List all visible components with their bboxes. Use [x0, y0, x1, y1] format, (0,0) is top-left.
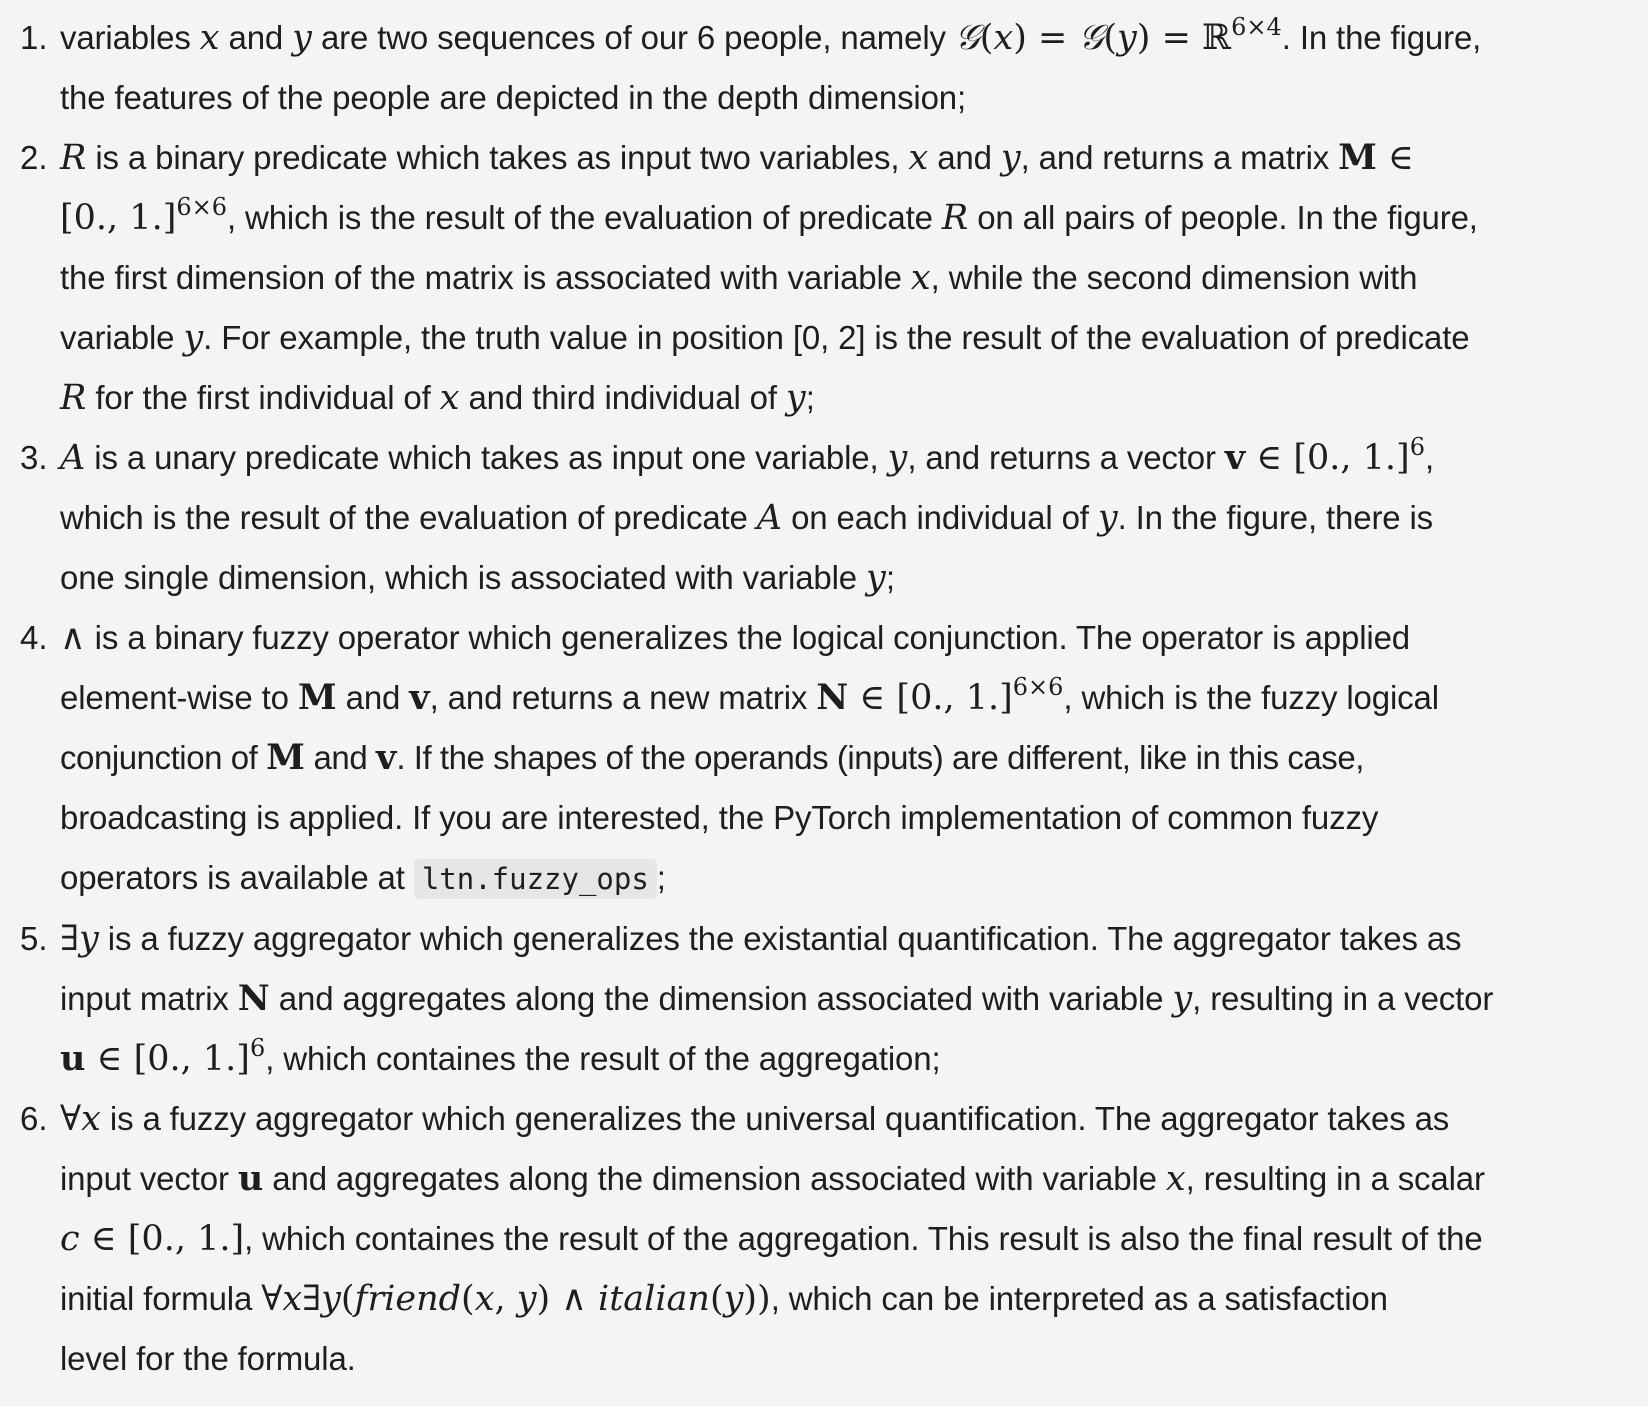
- text-segment: the first dimension of the matrix is associated with variable: [60, 259, 911, 296]
- text-segment: , while the second dimension with: [930, 259, 1418, 296]
- math-symbol: ∀: [60, 1099, 82, 1139]
- math-variable: 𝒢: [1078, 18, 1104, 58]
- text-segment: . For example, the truth value in position [0, 2] is the result of the evaluation of predicate: [203, 319, 1470, 356]
- math-text: friend: [354, 1279, 462, 1319]
- math-symbol: ) ∧: [536, 1279, 599, 1319]
- list-item-number: 6.: [20, 1100, 48, 1137]
- math-bold: v: [375, 737, 397, 778]
- list-item: [20, 8, 1626, 128]
- text-segment: on each individual of: [782, 499, 1098, 536]
- math-variable: A: [60, 438, 86, 478]
- text-segment: ;: [885, 559, 895, 596]
- text-segment: is a fuzzy aggregator which generalizes the existantial quantification. The aggregator takes as: [98, 920, 1462, 957]
- math-variable: y: [1000, 138, 1021, 178]
- text-segment: operators is available at: [60, 859, 414, 896]
- math-symbol: ,: [494, 1279, 517, 1319]
- list-item-number: 3.: [20, 439, 48, 476]
- superscript: 6×6: [176, 193, 228, 221]
- math-variable: x: [993, 18, 1014, 58]
- math-variable: y: [321, 1279, 341, 1319]
- text-segment: variable: [60, 319, 184, 356]
- math-text: italian: [598, 1279, 710, 1319]
- list-item-number: 2.: [20, 139, 48, 176]
- math-symbol: ∈ [0., 1.]: [1245, 438, 1410, 478]
- list-item: [20, 608, 1626, 909]
- math-symbol: ∈: [1376, 138, 1414, 178]
- math-bold: N: [237, 978, 270, 1019]
- text-segment: , which is the fuzzy logical: [1063, 679, 1439, 716]
- superscript: 6×6: [1012, 673, 1064, 701]
- text-segment: , which is the result of the evaluation of predicate: [227, 199, 942, 236]
- text-segment: . In the figure, there is: [1117, 499, 1434, 536]
- text-line: [60, 848, 1626, 909]
- text-segment: ;: [656, 859, 666, 896]
- text-segment: , which containes the result of the aggregation;: [265, 1040, 941, 1077]
- math-variable: y: [866, 558, 886, 598]
- text-segment: variables: [60, 19, 200, 56]
- text-line: [60, 128, 1626, 188]
- text-segment: and: [336, 679, 410, 716]
- math-symbol: (: [1103, 18, 1118, 58]
- text-segment: , and returns a new matrix: [429, 679, 817, 716]
- math-bold: N: [816, 677, 849, 718]
- math-variable: y: [516, 1279, 537, 1319]
- math-variable: x: [910, 258, 931, 298]
- text-line: [60, 909, 1626, 969]
- math-variable: y: [887, 438, 908, 478]
- math-bold: M: [1338, 137, 1377, 178]
- math-variable: R: [60, 378, 87, 418]
- math-variable: y: [785, 378, 806, 418]
- math-symbol: [0., 1.]: [60, 198, 177, 238]
- math-variable: x: [439, 378, 460, 418]
- math-variable: x: [474, 1279, 495, 1319]
- superscript: 6: [1409, 433, 1425, 461]
- text-segment: , and returns a vector: [907, 439, 1225, 476]
- text-line: [60, 969, 1626, 1029]
- text-line: [60, 8, 1626, 68]
- math-variable: y: [1172, 979, 1193, 1019]
- text-segment: for the first individual of: [86, 379, 440, 416]
- list-item: [20, 909, 1626, 1089]
- numbered-list: [20, 8, 1626, 1389]
- superscript: 6×4: [1231, 13, 1282, 41]
- text-segment: which is the result of the evaluation of predicate: [60, 499, 757, 536]
- math-symbol: ∃: [302, 1279, 322, 1319]
- math-symbol: ) = ℝ: [1136, 18, 1232, 58]
- text-segment: conjunction of: [60, 739, 267, 776]
- math-symbol: (: [461, 1279, 475, 1319]
- text-segment: . In the figure,: [1281, 19, 1482, 56]
- text-line: [60, 1029, 1626, 1089]
- text-segment: element-wise to: [60, 679, 298, 716]
- math-variable: x: [81, 1099, 101, 1139]
- text-line: [60, 188, 1626, 248]
- math-symbol: ∃: [60, 919, 79, 959]
- list-item-number: 5.: [20, 920, 48, 957]
- text-segment: input vector: [60, 1160, 238, 1197]
- math-variable: 𝒢: [954, 18, 980, 58]
- math-variable: R: [941, 198, 969, 238]
- math-symbol: ∀: [261, 1279, 283, 1319]
- text-segment: and: [928, 139, 1001, 176]
- text-segment: the features of the people are depicted in the depth dimension;: [60, 79, 967, 116]
- math-variable: x: [1165, 1159, 1186, 1199]
- text-segment: and aggregates along the dimension associated with variable: [269, 980, 1173, 1017]
- text-segment: ;: [805, 379, 815, 416]
- math-symbol: ∈ [0., 1.]: [79, 1219, 245, 1259]
- text-line: [60, 488, 1626, 548]
- text-segment: , resulting in a vector: [1192, 980, 1494, 1017]
- math-bold: u: [237, 1158, 264, 1199]
- text-segment: ,: [1425, 439, 1435, 476]
- text-line: [60, 788, 1626, 848]
- math-variable: x: [908, 138, 929, 178]
- text-line: [60, 1089, 1626, 1149]
- text-segment: and: [219, 19, 293, 56]
- text-segment: are two sequences of our 6 people, namely: [311, 19, 955, 56]
- math-variable: y: [1117, 18, 1137, 58]
- text-line: [60, 548, 1626, 608]
- text-segment: on all pairs of people. In the figure,: [968, 199, 1478, 236]
- text-segment: , and returns a matrix: [1020, 139, 1339, 176]
- math-variable: A: [756, 498, 783, 538]
- text-segment: is a binary predicate which takes as input two variables,: [86, 139, 909, 176]
- text-segment: , resulting in a scalar: [1185, 1160, 1485, 1197]
- math-bold: v: [1224, 437, 1246, 478]
- math-variable: c: [60, 1219, 80, 1259]
- text-line: [60, 428, 1626, 488]
- list-item-number: 1.: [20, 19, 48, 56]
- text-line: [60, 68, 1626, 128]
- text-segment: . If the shapes of the operands (inputs) are different, like in this case,: [396, 739, 1364, 776]
- math-variable: R: [60, 138, 87, 178]
- text-segment: and aggregates along the dimension associated with variable: [263, 1160, 1166, 1197]
- math-bold: M: [297, 677, 337, 718]
- math-bold: v: [409, 677, 430, 718]
- list-item-number: 4.: [20, 619, 48, 656]
- text-segment: is a binary fuzzy operator which generalizes the logical conjunction. The operator is applied: [85, 619, 1411, 656]
- text-line: [60, 368, 1626, 428]
- list-item: [20, 428, 1626, 608]
- math-variable: y: [1097, 498, 1118, 538]
- text-segment: is a fuzzy aggregator which generalizes the universal quantification. The aggregator takes as: [100, 1100, 1450, 1137]
- inline-code: ltn.fuzzy_ops: [414, 859, 657, 899]
- text-segment: level for the formula.: [60, 1340, 356, 1377]
- math-symbol: ∧: [60, 618, 86, 658]
- math-bold: M: [266, 737, 305, 778]
- math-symbol: ∈ [0., 1.]: [85, 1039, 250, 1079]
- math-variable: x: [282, 1279, 303, 1319]
- text-line: [60, 1149, 1626, 1209]
- math-symbol: (: [340, 1279, 355, 1319]
- text-line: [60, 1209, 1626, 1269]
- text-segment: , which containes the result of the aggregation. This result is also the final result of the: [244, 1220, 1483, 1257]
- text-segment: initial formula: [60, 1280, 262, 1317]
- math-symbol: (: [709, 1279, 724, 1319]
- superscript: 6: [249, 1034, 266, 1062]
- math-symbol: ∈ [0., 1.]: [848, 678, 1013, 718]
- text-line: [60, 608, 1626, 668]
- text-line: [60, 1329, 1626, 1389]
- text-line: [60, 1269, 1626, 1329]
- math-variable: x: [199, 18, 220, 58]
- text-segment: broadcasting is applied. If you are interested, the PyTorch implementation of common fuzzy: [60, 799, 1379, 836]
- text-segment: input matrix: [60, 980, 238, 1017]
- math-variable: y: [79, 919, 99, 959]
- math-symbol: (: [979, 18, 994, 58]
- math-variable: y: [183, 318, 204, 358]
- text-segment: and third individual of: [459, 379, 786, 416]
- list-item: [20, 1089, 1626, 1389]
- text-line: [60, 728, 1626, 788]
- math-variable: y: [723, 1279, 744, 1319]
- text-segment: is a unary predicate which takes as input one variable,: [85, 439, 888, 476]
- text-segment: and: [304, 739, 376, 776]
- text-segment: , which can be interpreted as a satisfaction: [770, 1280, 1388, 1317]
- text-line: [60, 308, 1626, 368]
- math-symbol: )): [743, 1279, 771, 1319]
- math-symbol: ) =: [1013, 18, 1079, 58]
- math-bold: u: [60, 1038, 86, 1079]
- text-line: [60, 248, 1626, 308]
- math-variable: y: [292, 18, 312, 58]
- text-line: [60, 668, 1626, 728]
- list-item: [20, 128, 1626, 428]
- text-segment: one single dimension, which is associated with variable: [60, 559, 867, 596]
